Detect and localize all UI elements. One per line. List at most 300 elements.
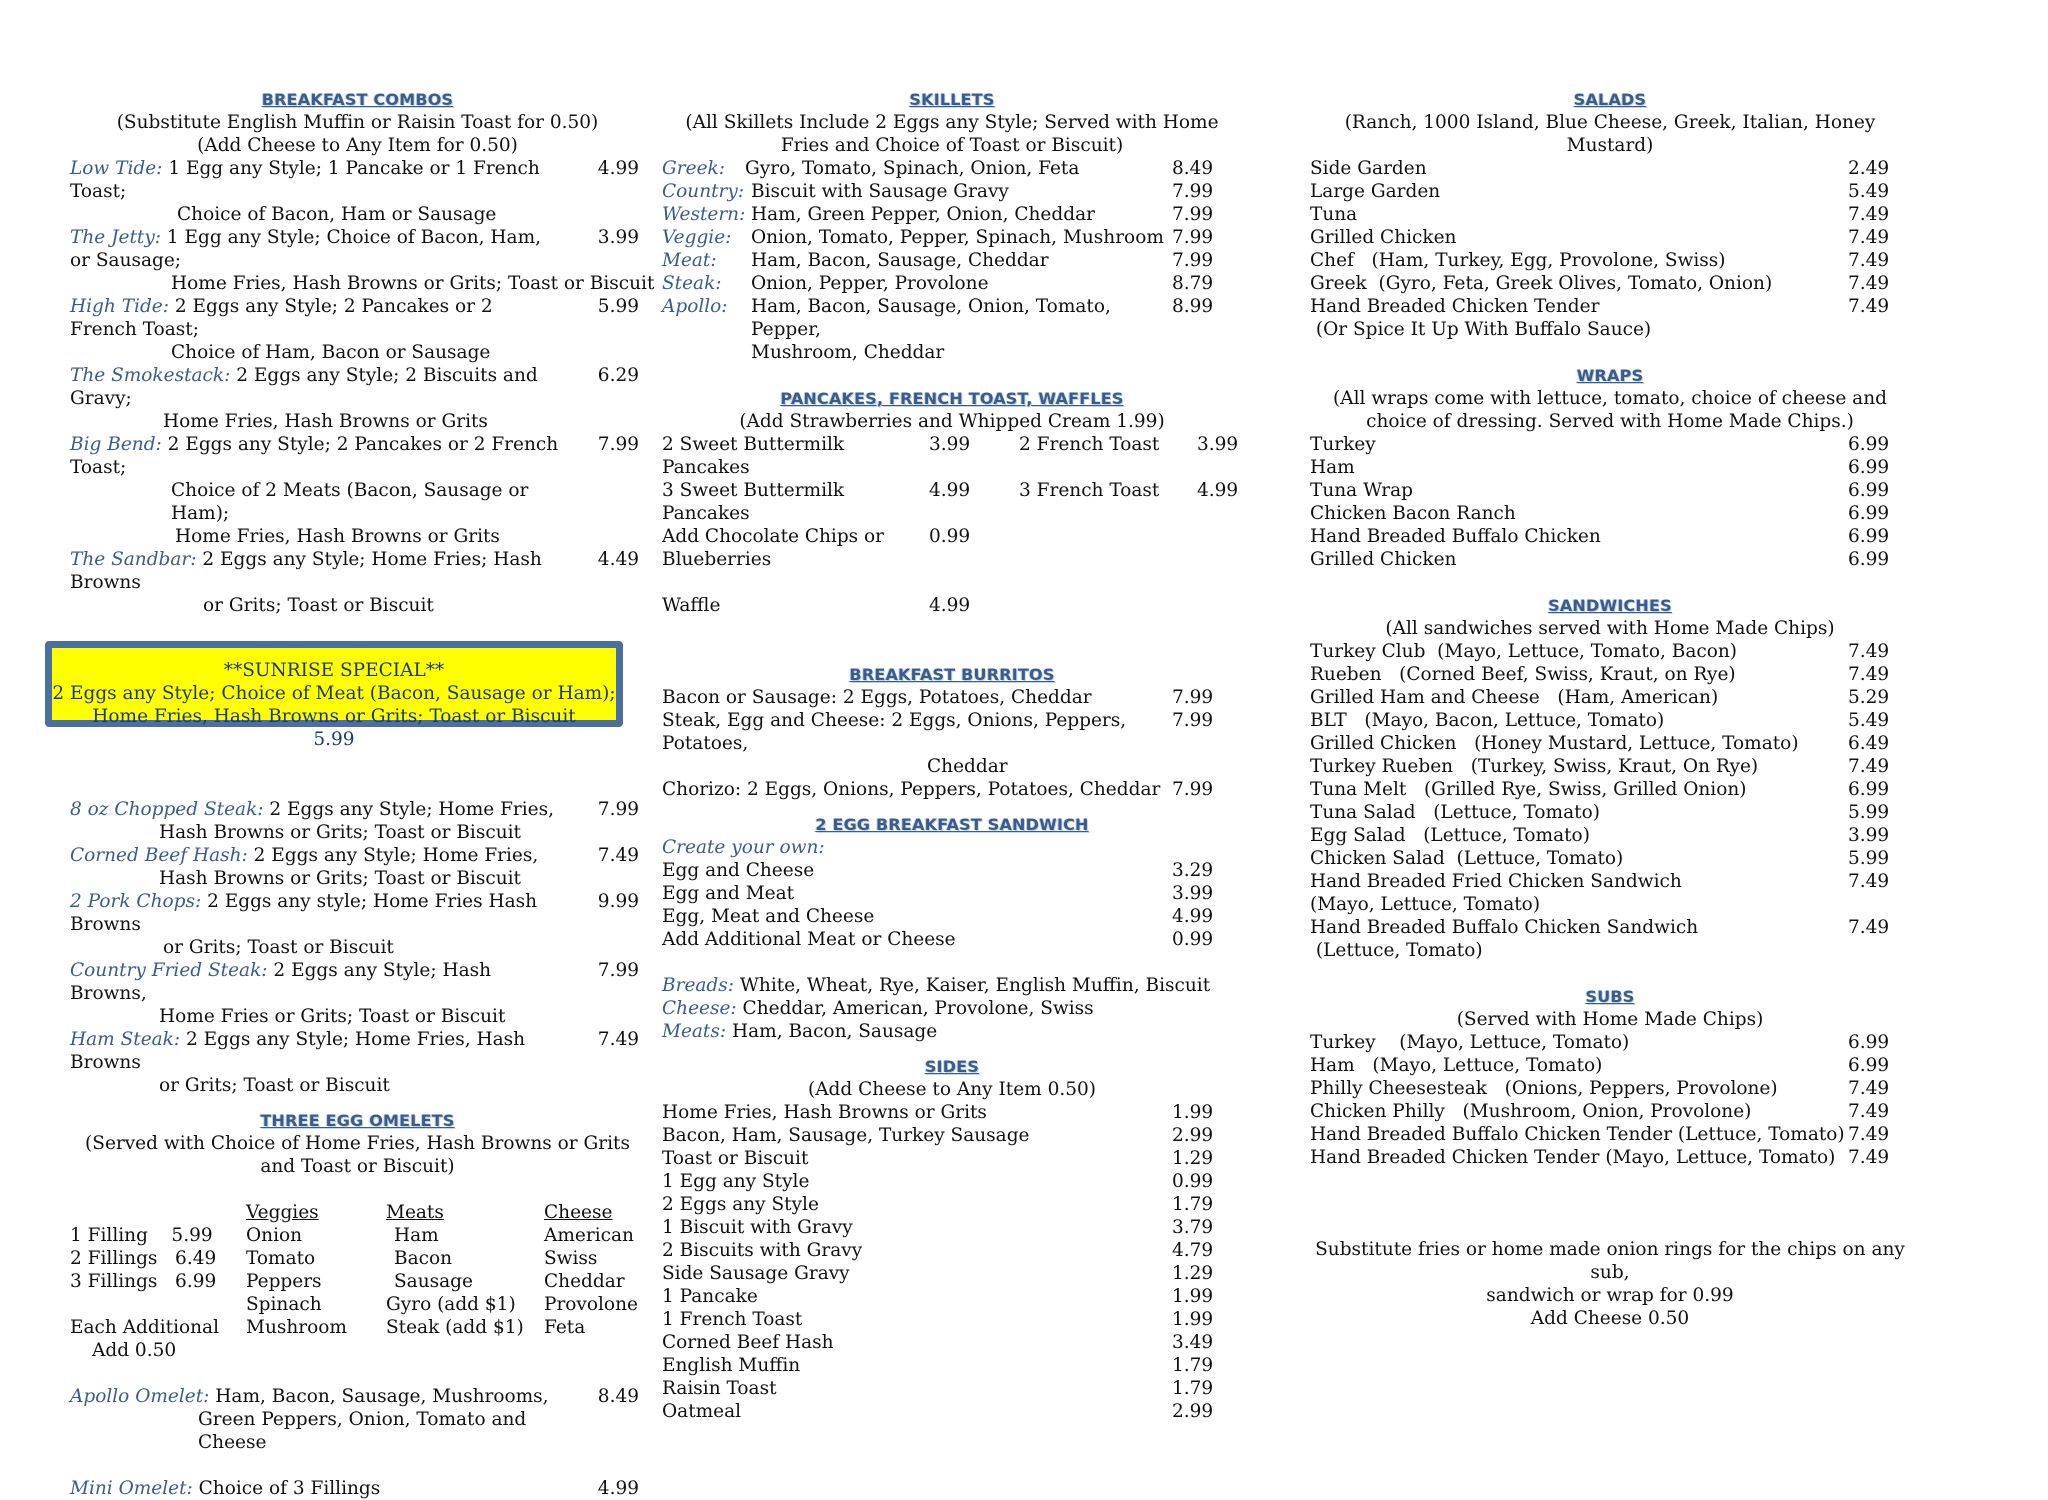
- pancake-cell: 3.99: [1197, 434, 1239, 455]
- section-header-subs: SUBS: [1585, 987, 1635, 1006]
- sandwich-item: [1310, 686, 1910, 709]
- menu-item-western: [662, 203, 1242, 226]
- item-price: 3.99: [1172, 883, 1214, 904]
- pancakes-table: [662, 433, 1242, 617]
- item-desc: Onion, Pepper, Provolone: [751, 273, 989, 294]
- menu-item-egg-sandwich: [662, 905, 1242, 928]
- menu-item-big-bend: [70, 433, 645, 548]
- item-price: 7.49: [1848, 273, 1890, 294]
- item-price: 4.99: [1172, 906, 1214, 927]
- item-name: Tuna Salad (Lettuce, Tomato): [1310, 802, 1600, 823]
- item-name: 1 Pancake: [662, 1286, 758, 1307]
- section-header-egg-sandwich: 2 EGG BREAKFAST SANDWICH: [815, 815, 1089, 834]
- item-price: 6.99: [1848, 457, 1890, 478]
- column-skillets: [662, 88, 1242, 1423]
- filling-cell: Tomato: [246, 1248, 316, 1269]
- item-name: Hand Breaded Chicken Tender (Mayo, Lettuce, Tomato): [1310, 1147, 1836, 1168]
- side-item: [662, 1262, 1242, 1285]
- pancake-cell: Waffle: [662, 595, 721, 616]
- sandwich-item: [1310, 732, 1910, 755]
- section-header-three-egg-omelets: THREE EGG OMELETS: [260, 1111, 455, 1130]
- option-label: Cheese:: [662, 998, 737, 1019]
- item-name: Hand Breaded Buffalo Chicken: [1310, 526, 1601, 547]
- item-price: 0.99: [1172, 1171, 1214, 1192]
- section-header-breakfast-combos: BREAKFAST COMBOS: [261, 90, 454, 109]
- menu-item-chopped-steak: [70, 798, 645, 844]
- item-desc-line: Ham, Bacon, Sausage, Onion, Tomato, Pepper,: [751, 296, 1111, 340]
- column-breakfast: [52, 88, 655, 1500]
- section-note: (Add Strawberries and Whipped Cream 1.99): [739, 411, 1165, 432]
- item-name-line: Hand Breaded Buffalo Chicken Sandwich: [1310, 917, 1699, 938]
- item-name: [662, 709, 1172, 778]
- item-price: 8.49: [597, 1386, 639, 1407]
- side-item: [662, 1377, 1242, 1400]
- side-item: [662, 1147, 1242, 1170]
- item-price: 3.99: [1848, 825, 1890, 846]
- item-name: [1310, 870, 1848, 916]
- item-price: 1.99: [1172, 1102, 1214, 1123]
- item-desc: 2 Eggs any style; Home Fries Hash Browns: [70, 891, 538, 935]
- item-desc: or Grits; Toast or Biscuit: [159, 1075, 390, 1096]
- side-item: [662, 1308, 1242, 1331]
- item-desc: 2 Eggs any Style; 2 Biscuits and Gravy;: [70, 365, 538, 409]
- item-price: 6.99: [1848, 549, 1890, 570]
- filling-cell: Cheddar: [544, 1271, 625, 1292]
- item-price: 8.49: [1172, 158, 1214, 179]
- menu-item-burrito: [662, 686, 1242, 709]
- item-label: Meat:: [662, 250, 717, 271]
- item-desc: [751, 295, 1172, 364]
- item-desc: 2 Eggs any Style; Home Fries; Hash Browns: [70, 549, 542, 593]
- filling-cell: Ham: [394, 1225, 439, 1246]
- footer-line: Substitute fries or home made onion rings for the chips on any sub,: [1315, 1239, 1905, 1283]
- item-price: 7.49: [1848, 917, 1890, 938]
- menu-item-burrito: [662, 709, 1242, 778]
- section-header-wraps: WRAPS: [1576, 366, 1644, 385]
- salad-item: [1310, 180, 1910, 203]
- item-desc: 2 Eggs any Style; 2 Pancakes or 2 French Toast;: [70, 296, 493, 340]
- sandwich-item: [1310, 801, 1910, 824]
- item-price: 6.99: [1848, 434, 1890, 455]
- filling-cell: Each Additional: [70, 1317, 220, 1338]
- option-label: Breads:: [662, 975, 734, 996]
- pancake-cell: 2 French Toast: [1019, 434, 1160, 455]
- footer-note: [1310, 1238, 1910, 1330]
- item-price: 2.99: [1172, 1401, 1214, 1422]
- item-name: Rueben (Corned Beef, Swiss, Kraut, on Rye): [1310, 664, 1736, 685]
- item-name: 2 Eggs any Style: [662, 1194, 819, 1215]
- item-desc: 2 Eggs any Style; 2 Pancakes or 2 French Toast;: [70, 434, 559, 478]
- item-price: 7.99: [1172, 710, 1214, 731]
- item-name: Grilled Ham and Cheese (Ham, American): [1310, 687, 1719, 708]
- item-name: Chef (Ham, Turkey, Egg, Provolone, Swiss): [1310, 250, 1726, 271]
- item-name: Side Sausage Gravy: [662, 1263, 850, 1284]
- item-name: Bacon or Sausage: 2 Eggs, Potatoes, Cheddar: [662, 687, 1092, 708]
- item-price: 5.49: [1848, 181, 1890, 202]
- item-desc: Home Fries or Grits; Toast or Biscuit: [159, 1006, 506, 1027]
- item-name: Philly Cheesesteak (Onions, Peppers, Provolone): [1310, 1078, 1778, 1099]
- filling-cell: Add 0.50: [92, 1340, 177, 1361]
- item-name: Greek (Gyro, Feta, Greek Olives, Tomato, Onion): [1310, 273, 1773, 294]
- filling-cell: Provolone: [544, 1294, 638, 1315]
- filling-cell: 1 Filling 5.99: [70, 1225, 213, 1246]
- sunrise-special-box: [45, 641, 623, 750]
- sunrise-title: **SUNRISE SPECIAL**: [223, 660, 445, 681]
- menu-item-steak: [662, 272, 1242, 295]
- pancake-cell: 3.99: [929, 434, 971, 455]
- menu-item-egg-sandwich: [662, 882, 1242, 905]
- item-label: The Jetty:: [70, 227, 162, 248]
- item-price: 4.99: [597, 1478, 639, 1499]
- item-name: Egg and Cheese: [662, 860, 815, 881]
- item-name: 1 Egg any Style: [662, 1171, 810, 1192]
- pancake-cell: 3 French Toast: [1019, 480, 1160, 501]
- wrap-item: [1310, 525, 1910, 548]
- section-header-salads: SALADS: [1573, 90, 1647, 109]
- side-item: [662, 1216, 1242, 1239]
- item-desc: Choice of Ham, Bacon or Sausage: [171, 342, 491, 363]
- item-label: Apollo Omelet:: [70, 1386, 210, 1407]
- section-note: (Add Cheese to Any Item for 0.50): [197, 135, 518, 156]
- filling-cell: Peppers: [246, 1271, 322, 1292]
- item-price: 7.49: [1848, 1101, 1890, 1122]
- salad-item: [1310, 249, 1910, 272]
- item-price: 7.49: [1848, 664, 1890, 685]
- side-item: [662, 1170, 1242, 1193]
- salad-item: [1310, 226, 1910, 249]
- option-text: White, Wheat, Rye, Kaiser, English Muffin, Biscuit: [739, 975, 1211, 996]
- item-name-line: (Mayo, Lettuce, Tomato): [1310, 894, 1541, 915]
- item-name: Ham: [1310, 457, 1355, 478]
- item-desc: 2 Eggs any Style; Home Fries, Hash Browns: [70, 1029, 526, 1073]
- item-name: Toast or Biscuit: [662, 1148, 809, 1169]
- item-price: 3.79: [1172, 1217, 1214, 1238]
- sub-item: [1310, 1100, 1910, 1123]
- item-label: Veggie:: [662, 227, 732, 248]
- item-price: 8.79: [1172, 273, 1214, 294]
- side-item: [662, 1400, 1242, 1423]
- item-name: Large Garden: [1310, 181, 1441, 202]
- wrap-item: [1310, 456, 1910, 479]
- sub-item: [1310, 1077, 1910, 1100]
- item-price: 7.49: [1848, 871, 1890, 892]
- section-header-sandwiches: SANDWICHES: [1548, 596, 1672, 615]
- section-header-skillets: SKILLETS: [909, 90, 995, 109]
- pancake-cell: 3 Sweet Buttermilk Pancakes: [662, 480, 845, 524]
- item-label: The Smokestack:: [70, 365, 231, 386]
- filling-cell: Onion: [246, 1225, 303, 1246]
- menu-item-the-smokestack: [70, 364, 645, 433]
- filling-cell: American: [544, 1225, 634, 1246]
- item-price: 3.99: [597, 227, 639, 248]
- section-note: (Ranch, 1000 Island, Blue Cheese, Greek, Italian, Honey Mustard): [1344, 112, 1876, 156]
- item-label: Ham Steak:: [70, 1029, 181, 1050]
- item-name: Bacon, Ham, Sausage, Turkey Sausage: [662, 1125, 1030, 1146]
- item-label: Low Tide:: [70, 158, 163, 179]
- menu-item-apollo-omelet: [70, 1385, 645, 1454]
- item-desc: 1 Egg any Style; Choice of Bacon, Ham, or Sausage;: [70, 227, 542, 271]
- menu-item-ham-steak: [70, 1028, 645, 1097]
- sunrise-line: 2 Eggs any Style; Choice of Meat (Bacon, Sausage or Ham);: [52, 683, 616, 704]
- filling-cell: Gyro (add $1): [386, 1294, 516, 1315]
- item-name: Side Garden: [1310, 158, 1427, 179]
- item-desc: Hash Browns or Grits; Toast or Biscuit: [159, 868, 521, 889]
- sandwich-item: [1310, 870, 1910, 916]
- filling-cell: Sausage: [394, 1271, 473, 1292]
- side-item: [662, 1101, 1242, 1124]
- sandwich-item: [1310, 755, 1910, 778]
- sandwich-item: [1310, 663, 1910, 686]
- col-head-veggies: Veggies: [246, 1202, 319, 1223]
- omelet-fillings-table: [70, 1201, 645, 1362]
- side-item: [662, 1331, 1242, 1354]
- item-label: Mini Omelet:: [70, 1478, 193, 1499]
- salad-item: [1310, 272, 1910, 295]
- item-price: 5.99: [597, 296, 639, 317]
- item-price: 7.49: [1848, 1078, 1890, 1099]
- section-note: (All sandwiches served with Home Made Chips): [1385, 618, 1835, 639]
- item-desc: Choice of 2 Meats (Bacon, Sausage or Ham);: [171, 480, 529, 524]
- item-price: 6.99: [1848, 526, 1890, 547]
- sub-item: [1310, 1031, 1910, 1054]
- menu-item-burrito: [662, 778, 1242, 801]
- option-cheese: [662, 997, 1242, 1020]
- item-name: Add Additional Meat or Cheese: [662, 929, 956, 950]
- item-desc: Home Fries, Hash Browns or Grits: [163, 411, 488, 432]
- item-price: 7.49: [1848, 1124, 1890, 1145]
- menu-item-corned-beef-hash: [70, 844, 645, 890]
- item-name: Chicken Philly (Mushroom, Onion, Provolone): [1310, 1101, 1752, 1122]
- menu-item-egg-sandwich: [662, 928, 1242, 951]
- item-name: [1310, 916, 1848, 962]
- sandwich-item: [1310, 709, 1910, 732]
- item-price: 7.99: [1172, 181, 1214, 202]
- item-price: 7.99: [597, 960, 639, 981]
- section-header-pancakes: PANCAKES, FRENCH TOAST, WAFFLES: [780, 389, 1124, 408]
- item-name: Home Fries, Hash Browns or Grits: [662, 1102, 987, 1123]
- item-name: Grilled Chicken (Honey Mustard, Lettuce, Tomato): [1310, 733, 1799, 754]
- pancake-cell: 4.99: [929, 480, 971, 501]
- item-name: Turkey Rueben (Turkey, Swiss, Kraut, On Rye): [1310, 756, 1759, 777]
- item-price: 9.99: [597, 891, 639, 912]
- item-price: 2.49: [1848, 158, 1890, 179]
- create-your-own-label: Create your own:: [662, 837, 825, 858]
- item-price: 1.99: [1172, 1286, 1214, 1307]
- filling-cell: Swiss: [544, 1248, 598, 1269]
- col-head-meats: Meats: [386, 1202, 444, 1223]
- item-desc: Choice of 3 Fillings: [198, 1478, 381, 1499]
- item-desc: 1 Egg any Style; 1 Pancake or 1 French Toast;: [70, 158, 540, 202]
- item-label: The Sandbar:: [70, 549, 197, 570]
- pancake-cell: 0.99: [929, 526, 971, 547]
- filling-cell: Feta: [544, 1317, 586, 1338]
- side-item: [662, 1124, 1242, 1147]
- wrap-item: [1310, 433, 1910, 456]
- section-note: (Add Cheese to Any Item 0.50): [807, 1079, 1096, 1100]
- section-note: (Served with Home Made Chips): [1456, 1009, 1764, 1030]
- menu-item-country-fried-steak: [70, 959, 645, 1028]
- item-price: 7.99: [597, 434, 639, 455]
- option-label: Meats:: [662, 1021, 727, 1042]
- item-desc: Ham, Bacon, Sausage, Cheddar: [751, 250, 1049, 271]
- item-name: Tuna: [1310, 204, 1358, 225]
- menu-item-the-jetty: [70, 226, 655, 295]
- section-header-burritos: BREAKFAST BURRITOS: [849, 665, 1055, 684]
- menu-item-veggie: [662, 226, 1242, 249]
- menu-item-pork-chops: [70, 890, 645, 959]
- item-label: Big Bend:: [70, 434, 162, 455]
- item-desc: Biscuit with Sausage Gravy: [751, 181, 1009, 202]
- item-name-line: Hand Breaded Fried Chicken Sandwich: [1310, 871, 1682, 892]
- item-label: Country Fried Steak:: [70, 960, 268, 981]
- pancake-cell: 4.99: [929, 595, 971, 616]
- item-desc: Ham, Bacon, Sausage, Mushrooms,: [215, 1386, 549, 1407]
- item-price: 6.99: [1848, 480, 1890, 501]
- item-price: 1.99: [1172, 1309, 1214, 1330]
- item-price: 7.99: [1172, 250, 1214, 271]
- item-name-line: Cheddar: [927, 756, 1008, 777]
- item-price: 5.99: [1848, 802, 1890, 823]
- item-desc: Hash Browns or Grits; Toast or Biscuit: [159, 822, 521, 843]
- item-name: Hand Breaded Buffalo Chicken Tender (Lettuce, Tomato): [1310, 1124, 1845, 1145]
- item-name: Hand Breaded Chicken Tender: [1310, 296, 1600, 317]
- item-label: Steak:: [662, 273, 722, 294]
- item-name: Grilled Chicken: [1310, 549, 1457, 570]
- salad-item: [1310, 203, 1910, 226]
- item-desc: Home Fries, Hash Browns or Grits: [175, 526, 500, 547]
- item-price: 6.99: [1848, 1032, 1890, 1053]
- sandwich-item: [1310, 824, 1910, 847]
- item-name: 1 French Toast: [662, 1309, 803, 1330]
- filling-cell: Mushroom: [246, 1317, 347, 1338]
- filling-cell: 3 Fillings 6.99: [70, 1271, 217, 1292]
- menu-item-egg-sandwich: [662, 859, 1242, 882]
- item-price: 1.79: [1172, 1378, 1214, 1399]
- item-price: 4.49: [597, 549, 639, 570]
- item-price: 3.49: [1172, 1332, 1214, 1353]
- option-text: Cheddar, American, Provolone, Swiss: [742, 998, 1094, 1019]
- sub-item: [1310, 1054, 1910, 1077]
- item-price: 6.49: [1848, 733, 1890, 754]
- item-desc: Ham, Green Pepper, Onion, Cheddar: [751, 204, 1095, 225]
- item-name: Turkey (Mayo, Lettuce, Tomato): [1310, 1032, 1630, 1053]
- filling-cell: [70, 1293, 246, 1316]
- menu-item-the-sandbar: [70, 548, 645, 617]
- item-price: 7.49: [1848, 756, 1890, 777]
- item-price: 7.49: [1848, 641, 1890, 662]
- sandwich-item: [1310, 847, 1910, 870]
- item-desc: Gyro, Tomato, Spinach, Onion, Feta: [745, 158, 1080, 179]
- wrap-item: [1310, 479, 1910, 502]
- item-price: 5.29: [1848, 687, 1890, 708]
- item-desc: Choice of Bacon, Ham or Sausage: [177, 204, 497, 225]
- item-price: 6.99: [1848, 1055, 1890, 1076]
- item-price: 7.99: [1172, 779, 1214, 800]
- item-name-line: (Lettuce, Tomato): [1310, 940, 1483, 961]
- item-label: 2 Pork Chops:: [70, 891, 202, 912]
- menu-item-meat: [662, 249, 1242, 272]
- item-name: Chicken Bacon Ranch: [1310, 503, 1516, 524]
- item-name: 1 Biscuit with Gravy: [662, 1217, 853, 1238]
- item-price: 4.99: [597, 158, 639, 179]
- salad-item: [1310, 157, 1910, 180]
- item-price: 4.79: [1172, 1240, 1214, 1261]
- sides-list: [662, 1101, 1242, 1423]
- item-price: 7.99: [1172, 687, 1214, 708]
- item-desc-line: Mushroom, Cheddar: [751, 342, 945, 363]
- item-name: English Muffin: [662, 1355, 801, 1376]
- menu-item-apollo: [662, 295, 1242, 364]
- item-price: 7.49: [1848, 1147, 1890, 1168]
- item-price: 7.99: [1172, 204, 1214, 225]
- pancake-cell: Blueberries: [662, 549, 772, 570]
- item-price: 5.99: [1848, 848, 1890, 869]
- item-label: Country:: [662, 181, 745, 202]
- filling-cell: 2 Fillings 6.49: [70, 1248, 217, 1269]
- item-price: 7.49: [1848, 227, 1890, 248]
- item-name: BLT (Mayo, Bacon, Lettuce, Tomato): [1310, 710, 1665, 731]
- side-item: [662, 1239, 1242, 1262]
- item-desc: Green Peppers, Onion, Tomato and Cheese: [198, 1409, 527, 1453]
- option-meats: [662, 1020, 1242, 1043]
- item-price: 7.99: [1172, 227, 1214, 248]
- item-price: 3.29: [1172, 860, 1214, 881]
- item-price: 7.99: [597, 799, 639, 820]
- item-price: 1.79: [1172, 1194, 1214, 1215]
- item-name: Oatmeal: [662, 1401, 742, 1422]
- sunrise-price: 5.99: [313, 729, 355, 750]
- item-price: 1.29: [1172, 1263, 1214, 1284]
- side-item: [662, 1285, 1242, 1308]
- item-name: Turkey: [1310, 434, 1376, 455]
- section-note: (All Skillets Include 2 Eggs any Style; Served with Home Fries and Choice of Toast or Biscuit): [685, 112, 1219, 156]
- filling-cell: Steak (add $1): [386, 1317, 524, 1338]
- item-desc: Home Fries, Hash Browns or Grits; Toast or Biscuit: [171, 273, 655, 294]
- sunrise-line: Home Fries, Hash Browns or Grits; Toast or Biscuit: [92, 706, 576, 727]
- col-head-cheese: Cheese: [544, 1202, 613, 1223]
- item-desc: or Grits; Toast or Biscuit: [203, 595, 434, 616]
- item-name: Egg and Meat: [662, 883, 795, 904]
- item-desc: or Grits; Toast or Biscuit: [163, 937, 394, 958]
- menu-item-low-tide: [70, 157, 645, 226]
- item-price: 7.49: [1848, 250, 1890, 271]
- side-item: [662, 1193, 1242, 1216]
- item-desc: 2 Eggs any Style; Hash Browns,: [70, 960, 492, 1004]
- sub-item: [1310, 1123, 1910, 1146]
- item-price: 0.99: [1172, 929, 1214, 950]
- section-note: (Served with Choice of Home Fries, Hash Browns or Grits and Toast or Biscuit): [85, 1133, 630, 1177]
- item-name: Chicken Salad (Lettuce, Tomato): [1310, 848, 1624, 869]
- filling-cell: Spinach: [246, 1294, 322, 1315]
- item-name: Tuna Wrap: [1310, 480, 1413, 501]
- item-price: 2.99: [1172, 1125, 1214, 1146]
- side-item: [662, 1354, 1242, 1377]
- item-name: Ham (Mayo, Lettuce, Tomato): [1310, 1055, 1603, 1076]
- item-name: Corned Beef Hash: [662, 1332, 834, 1353]
- column-lunch: [1310, 88, 1910, 1330]
- pancake-cell: Add Chocolate Chips or: [662, 526, 885, 547]
- menu-item-high-tide: [70, 295, 645, 364]
- sub-item: [1310, 1146, 1910, 1169]
- item-label: 8 oz Chopped Steak:: [70, 799, 264, 820]
- footer-line: Add Cheese 0.50: [1530, 1308, 1690, 1329]
- item-price: 6.99: [1848, 503, 1890, 524]
- section-note: (All wraps come with lettuce, tomato, choice of cheese and choice of dressing. Served with Home Made Chips.): [1333, 388, 1887, 432]
- sandwich-item: [1310, 778, 1910, 801]
- menu-item-greek: [662, 157, 1242, 180]
- item-label: Apollo:: [662, 296, 728, 317]
- item-name: Raisin Toast: [662, 1378, 777, 1399]
